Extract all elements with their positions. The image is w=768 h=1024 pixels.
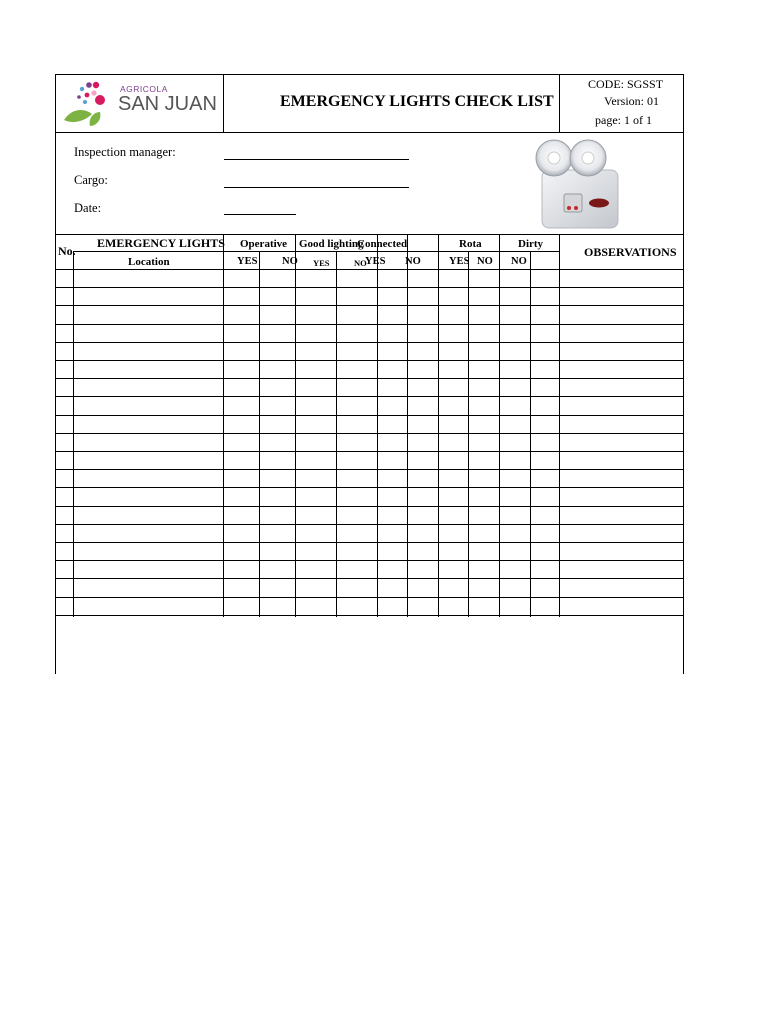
- rota-no-header: NO: [477, 256, 493, 267]
- table-row: [55, 415, 683, 416]
- table-row: [55, 506, 683, 507]
- col-header-operative: Operative: [240, 238, 288, 250]
- date-label: Date:: [74, 201, 102, 215]
- table-row: [55, 487, 683, 488]
- page-title: EMERGENCY LIGHTS CHECK LIST: [280, 93, 554, 110]
- col-header-location: Location: [128, 256, 170, 268]
- table-row: [55, 287, 683, 288]
- table-row: [55, 324, 683, 325]
- cargo-label: Cargo:: [74, 173, 108, 187]
- col-header-good-lighting: Good lighting: [299, 238, 364, 250]
- col-line-op-yes: [259, 252, 260, 617]
- col-line-no: [73, 252, 74, 617]
- col-line-dirty-no: [530, 252, 531, 617]
- op-no-header: NO: [282, 256, 298, 267]
- inspection-manager-label: Inspection manager:: [74, 145, 176, 159]
- gl-yes-header: YES: [313, 258, 330, 268]
- table-row: [55, 578, 683, 579]
- date-field[interactable]: [224, 214, 296, 215]
- table-row: [55, 560, 683, 561]
- company-logo: [62, 80, 220, 128]
- inspection-manager-field[interactable]: [224, 159, 409, 160]
- table-row: [55, 524, 683, 525]
- page-number: page: 1 of 1: [595, 113, 652, 127]
- table-row: [55, 542, 683, 543]
- header-divider-left: [223, 74, 224, 133]
- cargo-field[interactable]: [224, 187, 409, 188]
- col-header-no: No.: [58, 244, 76, 258]
- table-row: [55, 305, 683, 306]
- table-row: [55, 378, 683, 379]
- table-row: [55, 615, 683, 616]
- rota-yes-header: YES: [449, 256, 470, 267]
- cn-no-header: NO: [405, 256, 421, 267]
- document-version: Version: 01: [604, 94, 659, 108]
- table-row: [55, 360, 683, 361]
- gl-no-header: NO: [354, 258, 367, 268]
- document-code: CODE: SGSST: [588, 77, 664, 91]
- emergency-light-image: [528, 136, 628, 232]
- col-header-observations: OBSERVATIONS: [584, 245, 677, 259]
- table-row: [55, 433, 683, 434]
- col-header-emergency-lights: EMERGENCY LIGHTS: [97, 236, 225, 250]
- logo-small-text: AGRICOLA: [120, 84, 168, 94]
- table-row: [55, 269, 683, 270]
- col-header-dirty: Dirty: [518, 238, 544, 250]
- op-yes-header: YES: [237, 256, 258, 267]
- col-header-connected: Connected: [357, 238, 408, 250]
- dirty-no-header: NO: [511, 256, 527, 267]
- table-row: [55, 597, 683, 598]
- table-row: [55, 342, 683, 343]
- table-header-subline: [73, 251, 560, 252]
- table-row: [55, 469, 683, 470]
- col-line-rota-yes: [468, 252, 469, 617]
- table-row: [55, 396, 683, 397]
- logo-name-text: SAN JUAN: [118, 93, 217, 115]
- header-bottom-line: [55, 132, 684, 133]
- table-row: [55, 451, 683, 452]
- header-divider-right: [559, 74, 560, 133]
- col-header-rota: Rota: [459, 238, 482, 250]
- cn-yes-header: YES: [365, 256, 386, 267]
- col-line-gl-yes: [336, 252, 337, 617]
